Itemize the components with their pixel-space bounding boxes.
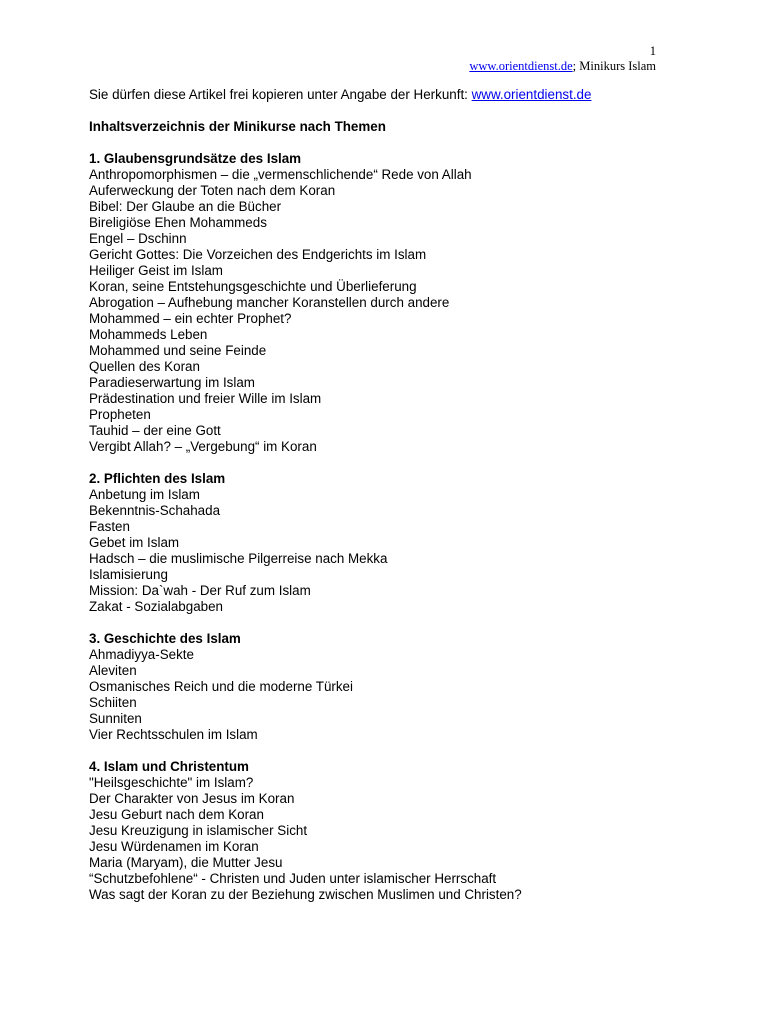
section-title: 2. Pflichten des Islam [89, 471, 226, 486]
section-list [89, 647, 689, 743]
toc-list-item: Sunniten [89, 711, 142, 726]
toc-list-item: Auferweckung der Toten nach dem Koran [89, 183, 336, 198]
toc-list-item: Zakat - Sozialabgaben [89, 599, 223, 614]
section-4 [89, 759, 689, 903]
toc-list-item: Schiiten [89, 695, 137, 710]
header-link[interactable]: www.orientdienst.de [469, 59, 573, 73]
toc-title: Inhaltsverzeichnis der Minikurse nach Themen [89, 119, 386, 134]
toc-list-item: Quellen des Koran [89, 359, 200, 374]
section-3 [89, 631, 689, 743]
toc-list-item: Tauhid – der eine Gott [89, 423, 221, 438]
copy-notice-text: Sie dürfen diese Artikel frei kopieren unter Angabe der Herkunft: [89, 87, 472, 102]
page-header [469, 44, 656, 74]
notice-link[interactable]: www.orientdienst.de [471, 87, 592, 102]
section-1 [89, 151, 689, 455]
toc-list-item: Mohammed – ein echter Prophet? [89, 311, 292, 326]
section-title: 1. Glaubensgrundsätze des Islam [89, 151, 302, 166]
toc-list-item: Propheten [89, 407, 151, 422]
toc-list-item: Osmanisches Reich und die moderne Türkei [89, 679, 353, 694]
header-suffix: ; Minikurs Islam [572, 59, 656, 73]
copy-notice [89, 87, 689, 103]
toc-list-item: Jesu Würdenamen im Koran [89, 839, 259, 854]
toc-list-item: “Schutzbefohlene“ - Christen und Juden unter islamischer Herrschaft [89, 871, 497, 886]
page-number: 1 [649, 44, 656, 58]
toc-list-item: Aleviten [89, 663, 137, 678]
toc-list-item: Koran, seine Entstehungsgeschichte und Überlieferung [89, 279, 417, 294]
document-body [89, 87, 689, 903]
section-title: 4. Islam und Christentum [89, 759, 249, 774]
toc-list-item: Der Charakter von Jesus im Koran [89, 791, 295, 806]
toc-list-item: Heiliger Geist im Islam [89, 263, 223, 278]
toc-list-item: Fasten [89, 519, 130, 534]
toc-list-item: Abrogation – Aufhebung mancher Koranstellen durch andere [89, 295, 450, 310]
toc-list-item: Vergibt Allah? – „Vergebung“ im Koran [89, 439, 317, 454]
section-title: 3. Geschichte des Islam [89, 631, 241, 646]
toc-list-item: Bibel: Der Glaube an die Bücher [89, 199, 282, 214]
toc-list-item: Prädestination und freier Wille im Islam [89, 391, 322, 406]
toc-list-item: Jesu Kreuzigung in islamischer Sicht [89, 823, 308, 838]
toc-list-item: Ahmadiyya-Sekte [89, 647, 194, 662]
toc-list-item: Anbetung im Islam [89, 487, 200, 502]
toc-list-item: "Heilsgeschichte" im Islam? [89, 775, 254, 790]
section-list [89, 775, 689, 903]
section-list [89, 487, 689, 615]
toc-list-item: Bekenntnis-Schahada [89, 503, 221, 518]
toc-list-item: Jesu Geburt nach dem Koran [89, 807, 264, 822]
toc-list-item: Gebet im Islam [89, 535, 180, 550]
toc-list-item: Hadsch – die muslimische Pilgerreise nach Mekka [89, 551, 388, 566]
toc-list-item: Gericht Gottes: Die Vorzeichen des Endgerichts im Islam [89, 247, 427, 262]
toc-list-item: Anthropomorphismen – die „vermenschlichende“ Rede von Allah [89, 167, 472, 182]
toc-list-item: Mohammeds Leben [89, 327, 208, 342]
toc-list-item: Bireligiöse Ehen Mohammeds [89, 215, 267, 230]
toc-list-item: Was sagt der Koran zu der Beziehung zwischen Muslimen und Christen? [89, 887, 522, 902]
section-list [89, 167, 689, 455]
toc-list-item: Mission: Da`wah - Der Ruf zum Islam [89, 583, 311, 598]
section-2 [89, 471, 689, 615]
header-line [469, 59, 656, 74]
toc-list-item: Maria (Maryam), die Mutter Jesu [89, 855, 283, 870]
toc-list-item: Mohammed und seine Feinde [89, 343, 267, 358]
toc-list-item: Engel – Dschinn [89, 231, 187, 246]
toc-list-item: Paradieserwartung im Islam [89, 375, 255, 390]
toc-list-item: Islamisierung [89, 567, 168, 582]
toc-list-item: Vier Rechtsschulen im Islam [89, 727, 258, 742]
